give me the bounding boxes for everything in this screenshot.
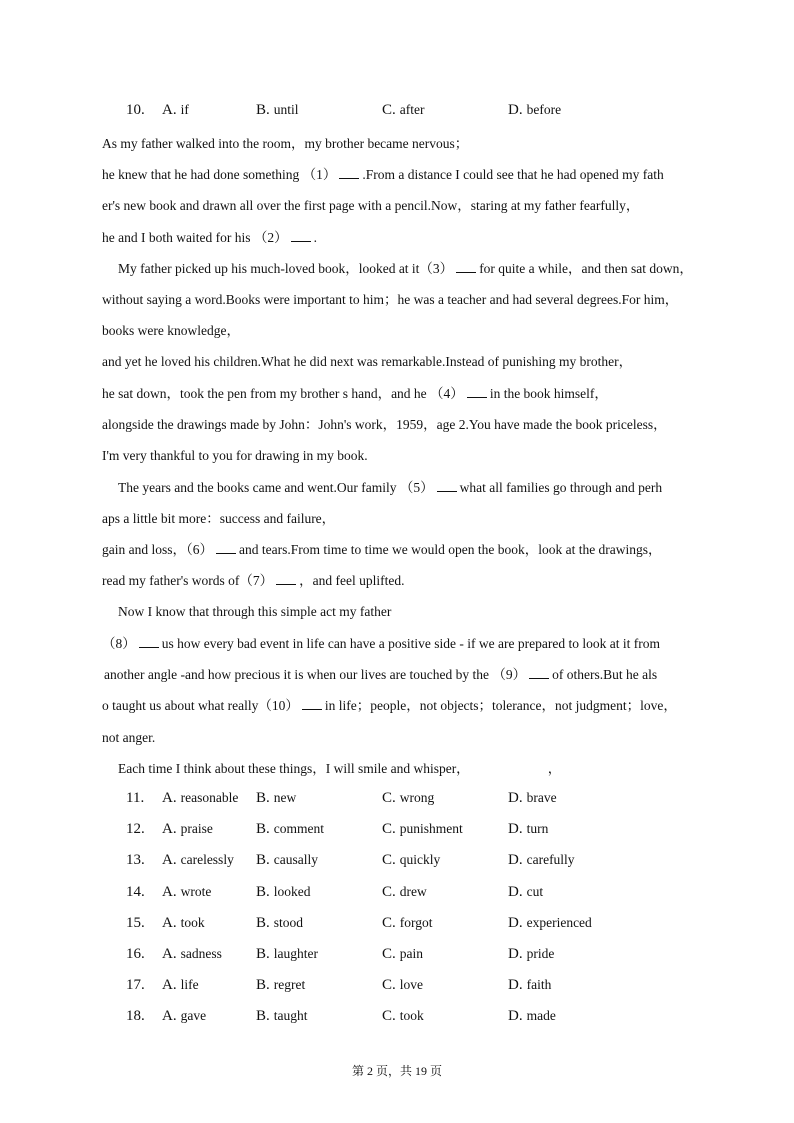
option-a: A. sadness xyxy=(162,946,222,962)
answer-blank xyxy=(216,541,236,554)
option-b: B. until xyxy=(256,102,299,118)
option-d: D. cut xyxy=(508,883,544,900)
option-a: A. if xyxy=(162,102,189,118)
passage-line: books were knowledge， xyxy=(102,323,240,338)
option-d: D. brave xyxy=(508,790,557,806)
option-b: B. comment xyxy=(256,821,325,838)
passage-line: not anger. xyxy=(102,730,156,745)
option-c: C. love xyxy=(382,977,424,994)
option-a: A. life xyxy=(162,977,199,994)
option-d: D. pride xyxy=(508,946,555,962)
option-b: B. taught xyxy=(256,1008,308,1025)
passage-line: I'm very thankful to you for drawing in my book. xyxy=(102,448,368,463)
option-d: D. turn xyxy=(508,821,549,838)
option-c: C. forgot xyxy=(382,914,433,931)
passage-line: The years and the books came and went.Our family （5） what all families go through and perh xyxy=(118,480,663,495)
passage-line: alongside the drawings made by John：John's work，1959，age 2.You have made the book priceless， xyxy=(102,417,667,432)
option-a: A. took xyxy=(162,914,205,931)
option-d: D. faith xyxy=(508,977,552,994)
passage-line: without saying a word.Books were important to him；he was a teacher and had several degrees.For him， xyxy=(102,292,679,307)
answer-blank xyxy=(291,229,311,242)
answer-blank xyxy=(456,260,476,273)
passage-line: read my father's words of（7） ，and feel uplifted. xyxy=(102,573,405,588)
passage-line: Now I know that through this simple act my father xyxy=(118,604,392,619)
passage-line: he sat down，took the pen from my brother s hand，and he （4） in the book himself， xyxy=(102,386,608,401)
answer-blank xyxy=(276,572,296,585)
question-number: 17. xyxy=(126,977,145,994)
option-d: D. made xyxy=(508,1008,556,1025)
passage-line: As my father walked into the room，my brother became nervous； xyxy=(102,136,469,151)
option-b: B. looked xyxy=(256,883,311,900)
passage-line: and yet he loved his children.What he did next was remarkable.Instead of punishing my brother， xyxy=(102,354,633,369)
question-number: 16. xyxy=(126,946,145,962)
passage-line: （8） us how every bad event in life can have a positive side - if we are prepared to look at it from xyxy=(102,636,660,651)
option-c: C. pain xyxy=(382,946,424,962)
answer-blank xyxy=(529,666,549,679)
option-b: B. causally xyxy=(256,852,318,869)
answer-blank xyxy=(139,635,159,648)
passage-line: My father picked up his much-loved book，looked at it（3） for quite a while，and then sat down， xyxy=(118,261,693,276)
option-b: B. regret xyxy=(256,977,306,994)
passage-line: Each time I think about these things，I will smile and whisper， ， xyxy=(118,761,562,776)
answer-blank xyxy=(467,385,487,398)
option-c: C. took xyxy=(382,1008,424,1025)
option-b: B. stood xyxy=(256,914,304,931)
page-footer: 第 2 页，共 19 页 xyxy=(351,1064,442,1078)
option-c: C. after xyxy=(382,102,425,118)
option-d: D. carefully xyxy=(508,852,575,869)
passage-line: gain and loss，（6） and tears.From time to time we would open the book，look at the drawings， xyxy=(102,542,662,557)
option-a: A. reasonable xyxy=(162,790,239,806)
passage-line: er's new book and drawn all over the first page with a pencil.Now，staring at my father fearfully， xyxy=(102,198,640,213)
passage-line: he and I both waited for his （2） . xyxy=(102,230,317,245)
option-a: A. gave xyxy=(162,1008,207,1025)
option-d: D. experienced xyxy=(508,914,592,931)
option-c: C. drew xyxy=(382,883,427,900)
passage-line: he knew that he had done something （1） .From a distance I could see that he had opened my fath xyxy=(102,167,664,182)
answer-blank xyxy=(302,697,322,710)
option-c: C. wrong xyxy=(382,790,435,806)
option-d: D. before xyxy=(508,102,562,118)
question-number: 10. xyxy=(126,102,145,118)
answer-blank xyxy=(437,479,457,492)
passage-line: another angle -and how precious it is when our lives are touched by the （9） of others.But he als xyxy=(104,667,658,682)
question-number: 13. xyxy=(126,852,145,869)
option-b: B. new xyxy=(256,790,297,806)
passage-line: aps a little bit more：success and failure， xyxy=(102,511,336,526)
option-c: C. punishment xyxy=(382,821,463,838)
option-c: C. quickly xyxy=(382,852,441,869)
question-number: 14. xyxy=(126,883,145,900)
question-number: 12. xyxy=(126,821,145,838)
question-number: 11. xyxy=(126,790,145,806)
option-b: B. laughter xyxy=(256,946,318,962)
question-number: 15. xyxy=(126,914,145,931)
answer-blank xyxy=(339,166,359,179)
question-number: 18. xyxy=(126,1008,145,1025)
option-a: A. carelessly xyxy=(162,852,234,869)
option-a: A. praise xyxy=(162,821,213,838)
option-a: A. wrote xyxy=(162,883,212,900)
passage-line: o taught us about what really（10） in life；people，not objects；tolerance，not judgment；love， xyxy=(102,698,677,713)
